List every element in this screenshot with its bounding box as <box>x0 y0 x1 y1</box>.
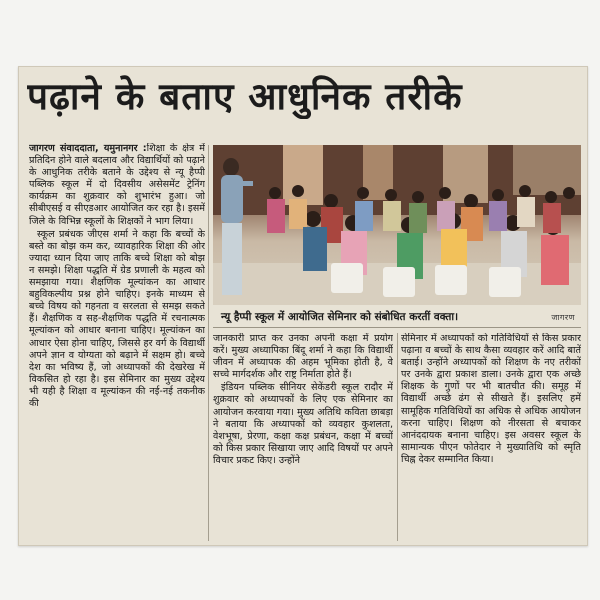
article-column-1 <box>29 143 205 541</box>
article-paragraph: स्कूल प्रबंधक जीएस शर्मा ने कहा कि बच्चों के बस्ते का बोझ कम कर, व्यावहारिक शिक्षा की ओर ज्यादा ध्यान दिया जाए ताकि बच्चे शिक्षा को बोझ न समझे। शिक्षा पद्धति में ग्रेड प्रणाली के महत्व को समझाया गया। शैक्षणिक मूल्यांकन का आधार बहुविकल्पीय प्रश्न होने चाहिए। इनके माध्यम से बच्चे विषय को गहनता व सरलता से समझ सकते हैं। शैक्षणिक व सह-शैक्षणिक पद्धति में रचनात्मक मूल्यांकन को आधार बनाना चाहिए। मूल्यांकन का आधार ऐसा होना चाहिए, जिससे हर वर्ग के विद्यार्थी अपने ज्ञान व योग्यता को बढ़ाने में सक्षम हो। बच्चे देश का भविष्य हैं, जो अध्यापकों की देखरेख में विकसित हो रहा है। इस सेमिनार का मुख्य उद्देश्य भी यही है शिक्षा व मूल्यांकन की नई-नई तकनीक की <box>29 228 205 409</box>
column-divider <box>208 145 209 541</box>
seminar-photo-illustration <box>213 145 581 305</box>
newspaper-clipping <box>18 66 588 546</box>
photo-caption: न्यू हैप्पी स्कूल में आयोजित सेमिनार को संबोधित करतीं वक्ता। <box>221 311 459 323</box>
article-column-3 <box>401 333 581 541</box>
article-column-2 <box>213 333 393 541</box>
article-paragraph: जानकारी प्राप्त कर उनका अपनी कक्षा में प्रयोग करें। मुख्य अध्यापिका बिंदू शर्मा ने कहा कि विद्यार्थी जीवन में अध्यापक की अहम भूमिका होती है, वे सच्चे मार्गदर्शक और राष्ट्र निर्माता होते हैं। <box>213 333 393 381</box>
article-paragraph: इंडियन पब्लिक सीनियर सेकेंडरी स्कूल रादौर में शुक्रवार को अध्यापकों के लिए एक सेमिनार का आयोजन करवाया गया। मुख्य अतिथि कविता छाबड़ा ने बताया कि अध्यापकों को व्यवहार कुशलता, वेशभूषा, प्रेरणा, कक्षा कक्ष प्रबंधन, कक्षा में बच्चों को किस प्रकार सिखाया जाए आदि विषयों पर अपने विचार प्रकट किए। उन्होंने <box>213 382 393 466</box>
dateline: जागरण संवाददाता, यमुनानगर : <box>29 143 147 154</box>
photo-credit: जागरण <box>551 313 575 322</box>
photo-caption-bar <box>213 307 581 328</box>
seminar-photo <box>213 145 581 305</box>
column-divider <box>397 333 398 541</box>
article-paragraph: सेमिनार में अध्यापकों को गतिविधियों से किस प्रकार पढ़ाना व बच्चों के साथ कैसा व्यवहार करें आदि बातें बताई। उन्होंने अध्यापकों को शिक्षण के नए तरीकों पर उनके द्वारा प्रकाश डाला। उनके द्वारा एक अच्छे शिक्षक के गुणों पर भी बातचीत की। समूह में विद्यार्थी अच्छे ढंग से सीखते हैं। इसलिए हमें सामूहिक गतिविधियों का अधिक से अधिक आयोजन करना चाहिए। शिक्षण को नीरसता से बचाकर आनंददायक बनाना चाहिए। इस अवसर स्कूल के सामान्यक पीएन फोतेदार ने मुख्यातिथि को स्मृति चिह्न देकर सम्मानित किया। <box>401 333 581 465</box>
article-text: शिक्षा के क्षेत्र में प्रतिदिन होने वाले बदलाव और विद्यार्थियों को पढ़ाने के आधुनिक तरीके बताने के उद्देश्य से न्यू हैप्पी पब्लिक स्कूल में दो दिवसीय असेसमेंट ट्रेनिंग कार्यक्रम का शुक्रवार को शुभारंभ हुआ। जो सीबीएसई व सीएडआर आयोजित कर रहा है। इसमें जिले के विभिन्न स्कूलों के शिक्षकों ने भाग लिया। <box>29 143 205 227</box>
headline: पढ़ाने के बताए आधुनिक तरीके <box>27 75 463 118</box>
article-paragraph <box>29 143 205 228</box>
